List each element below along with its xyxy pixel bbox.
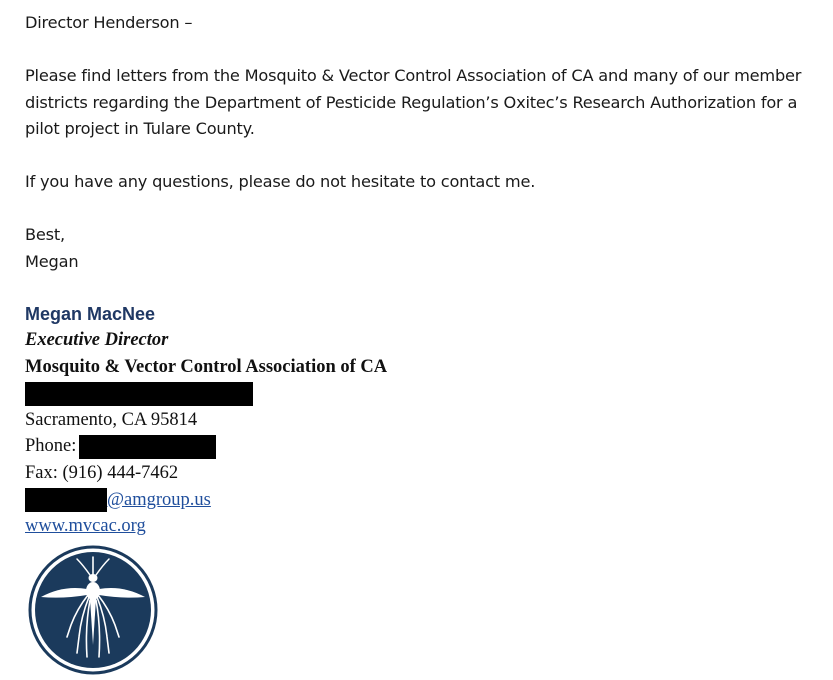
paragraph-1-line-3: pilot project in Tulare County. <box>25 119 255 138</box>
sender-first-name: Megan <box>25 251 79 271</box>
fax-line: Fax: (916) 444-7462 <box>25 462 179 483</box>
email-line <box>25 487 387 514</box>
website-link[interactable]: www.mvcac.org <box>25 516 146 537</box>
signature-organization: Mosquito & Vector Control Association of CA <box>25 356 388 377</box>
spacer <box>25 143 825 170</box>
phone-label: Phone: <box>25 436 77 457</box>
address-line <box>25 380 387 407</box>
greeting: Director Henderson – <box>25 13 193 32</box>
email-body <box>25 10 825 275</box>
signature-name: Megan MacNee <box>25 304 156 324</box>
closing: Best, <box>25 225 65 244</box>
paragraph-1-line-2: districts regarding the Department of Pesticide Regulation’s Oxitec’s Research Authorization for a <box>25 92 798 112</box>
email-domain-link[interactable]: @amgroup.us <box>107 489 211 510</box>
paragraph-1-line-1: Please find letters from the Mosquito & Vector Control Association of CA and many of our member <box>25 66 802 85</box>
spacer <box>25 196 825 223</box>
spacer <box>25 37 825 64</box>
city-line: Sacramento, CA 95814 <box>25 409 198 430</box>
redacted-phone-number <box>79 435 216 459</box>
signature-title: Executive Director <box>25 330 169 350</box>
signature-block <box>25 327 387 540</box>
mosquito-logo-icon <box>27 545 159 675</box>
phone-line <box>25 433 387 460</box>
paragraph-2: If you have any questions, please do not hesitate to contact me. <box>25 172 536 191</box>
website-line <box>25 513 387 540</box>
redacted-street-address <box>25 382 253 406</box>
redacted-email-user <box>25 488 107 512</box>
